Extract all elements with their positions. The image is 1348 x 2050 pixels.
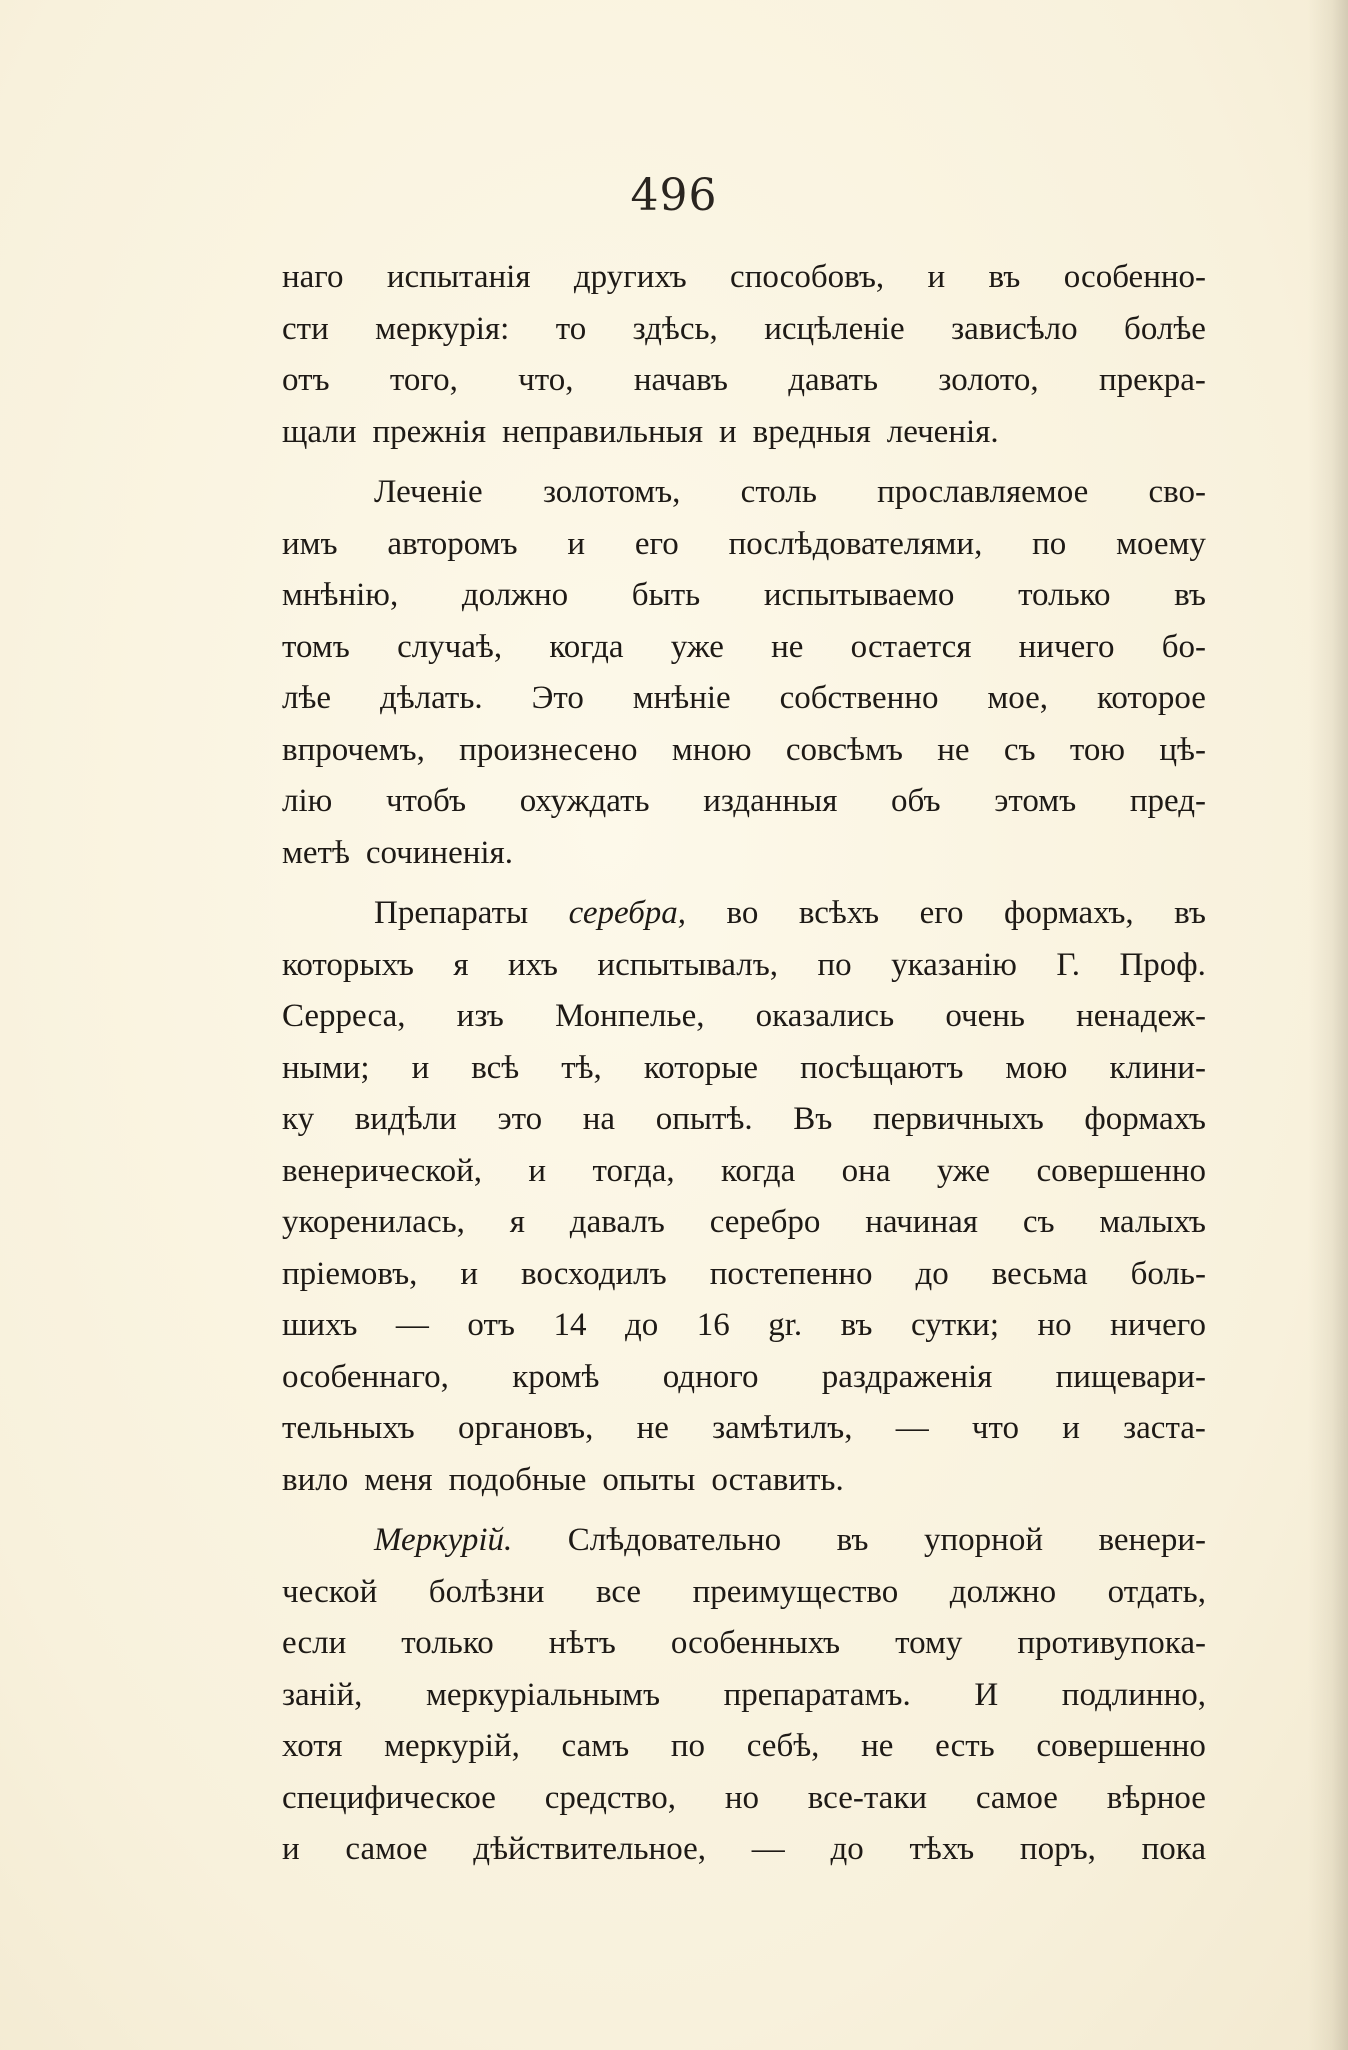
text-line: ными; и всѣ тѣ, которые посѣщаютъ мою клини- <box>282 1049 1206 1086</box>
text-line: щали прежнія неправильныя и вредныя леченія. <box>282 413 999 450</box>
text-line: шихъ — отъ 14 до 16 gr. въ сутки; но ничего <box>282 1307 1206 1343</box>
text-line: Леченіе золотомъ, столь прославляемое сво- <box>374 474 1206 510</box>
page-number: 496 <box>630 170 718 221</box>
text-line: лію чтобъ охуждать изданныя объ этомъ пред- <box>282 783 1206 819</box>
text-line: ческой болѣзни все преимущество должно отдать, <box>282 1573 1206 1610</box>
text-line: Серреса, изъ Монпелье, оказались очень ненадеж- <box>282 998 1206 1034</box>
text-line: имъ авторомъ и его послѣдователями, по моему <box>282 525 1206 562</box>
text-line: Препараты серебра, во всѣхъ его формахъ, въ <box>374 895 1206 931</box>
text-line: укоренилась, я давалъ серебро начиная съ малыхъ <box>282 1204 1206 1240</box>
text-line: если только нѣтъ особенныхъ тому противупока- <box>282 1625 1206 1661</box>
text-line: специфическое средство, но все-таки самое вѣрное <box>282 1779 1206 1816</box>
text-line: ку видѣли это на опытѣ. Въ первичныхъ формахъ <box>282 1101 1206 1137</box>
text-line: наго испытанія другихъ способовъ, и въ особенно- <box>282 259 1206 295</box>
text-line: особеннаго, кромѣ одного раздраженія пищевари- <box>282 1358 1206 1395</box>
text-line: томъ случаѣ, когда уже не остается ничего бо- <box>282 628 1206 665</box>
text-line: пріемовъ, и восходилъ постепенно до весьма боль- <box>282 1255 1206 1292</box>
text-line: и самое дѣйствительное, — до тѣхъ поръ, пока <box>282 1831 1206 1867</box>
text-line: сти меркурія: то здѣсь, исцѣленіе зависѣло болѣе <box>282 310 1206 347</box>
page-edge-shadow <box>1308 0 1348 2050</box>
text-line: венерической, и тогда, когда она уже совершенно <box>282 1152 1206 1189</box>
text-line: Меркурій. Слѣдовательно въ упорной венери- <box>374 1522 1206 1558</box>
text-line: тельныхъ органовъ, не замѣтилъ, — что и заста- <box>282 1410 1206 1446</box>
text-line: вило меня подобные опыты оставить. <box>282 1461 844 1498</box>
text-line: метѣ сочиненія. <box>282 834 513 871</box>
text-line: мнѣнію, должно быть испытываемо только въ <box>282 577 1206 613</box>
text-line: отъ того, что, начавъ давать золото, прекра- <box>282 362 1206 398</box>
text-line: которыхъ я ихъ испытывалъ, по указанію Г. Проф. <box>282 946 1206 983</box>
body-text <box>282 252 1206 1876</box>
text-line: впрочемъ, произнесено мною совсѣмъ не съ тою цѣ- <box>282 731 1206 768</box>
text-line: заній, меркуріальнымъ препаратамъ. И подлинно, <box>282 1676 1206 1713</box>
text-line: хотя меркурій, самъ по себѣ, не есть совершенно <box>282 1728 1206 1764</box>
text-line: лѣе дѣлать. Это мнѣніе собственно мое, которое <box>282 680 1206 716</box>
